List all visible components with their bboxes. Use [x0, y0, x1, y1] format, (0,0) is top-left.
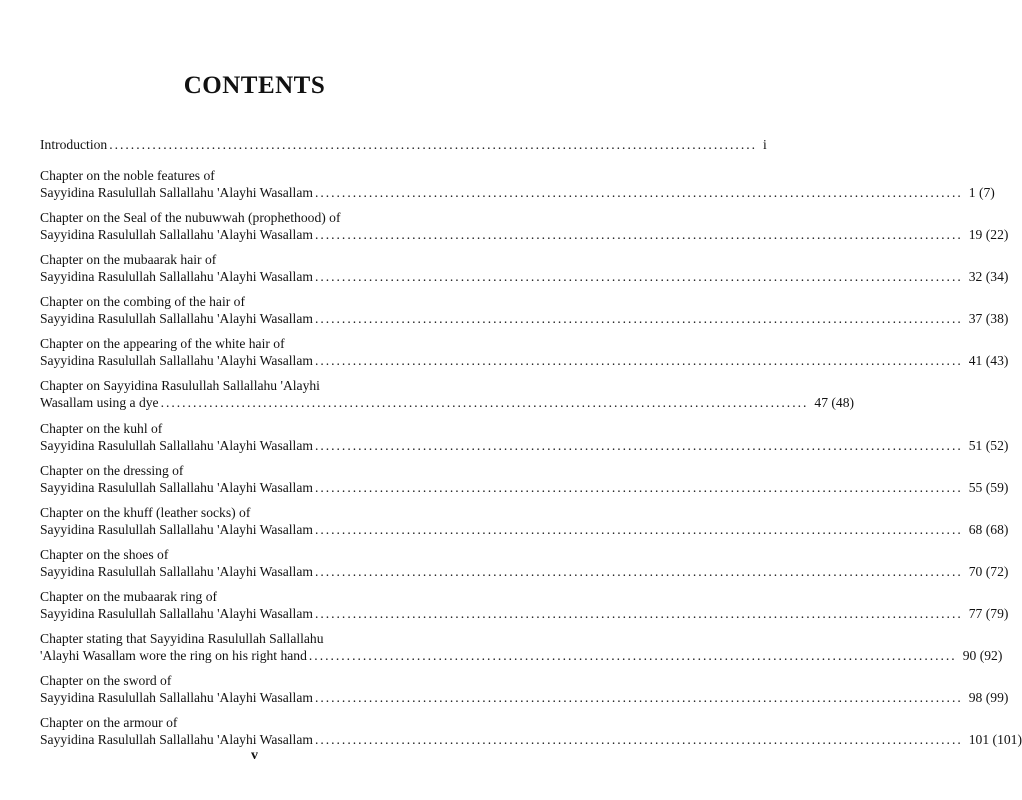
toc-entry-title-line1: Chapter on the sword of — [40, 673, 172, 689]
page-number: v — [251, 748, 258, 763]
toc-entry-title-line2: Sayyidina Rasulullah Sallallahu 'Alayhi Wasallam — [40, 311, 313, 327]
toc-entry[interactable] — [40, 251, 1009, 285]
toc-entry-page: 41 (43) — [968, 353, 1009, 369]
toc-entry[interactable] — [40, 546, 1009, 580]
toc-entry-title-line1: Chapter on Sayyidina Rasulullah Sallallahu 'Alayhi — [40, 378, 320, 394]
toc-entry-title-line2: Sayyidina Rasulullah Sallallahu 'Alayhi Wasallam — [40, 732, 313, 748]
toc-entry-title-line2: Sayyidina Rasulullah Sallallahu 'Alayhi Wasallam — [40, 521, 313, 537]
toc-entry-page: 37 (38) — [968, 311, 1009, 327]
toc-entry-title-line1: Chapter on the mubaarak hair of — [40, 252, 217, 268]
toc-entry-page: 70 (72) — [968, 563, 1009, 579]
table-of-contents — [40, 136, 1022, 756]
toc-entry-page: 1 (7) — [968, 185, 995, 200]
toc-entry[interactable] — [40, 167, 995, 201]
toc-entry-page: 98 (99) — [968, 690, 1009, 706]
toc-entry-introduction[interactable] — [40, 136, 767, 153]
toc-entry-title: Introduction — [40, 137, 108, 152]
toc-entry-title-line2: Sayyidina Rasulullah Sallallahu 'Alayhi Wasallam — [40, 185, 313, 200]
toc-entry-title-line2: Sayyidina Rasulullah Sallallahu 'Alayhi Wasallam — [40, 479, 313, 495]
toc-entry-title-line1: Chapter on the kuhl of — [40, 420, 163, 436]
toc-entry[interactable] — [40, 504, 1009, 538]
toc-entry-title-line1: Chapter on the noble features of — [40, 168, 215, 183]
toc-entry-title-line2: 'Alayhi Wasallam wore the ring on his right hand — [40, 648, 307, 664]
toc-entry-title-line1: Chapter stating that Sayyidina Rasulullah Sallallahu — [40, 631, 324, 647]
dot-leader: ........................................................................................................................ — [314, 479, 963, 495]
toc-entry-page: 101 (101) — [968, 732, 1022, 748]
toc-entry-page: 32 (34) — [968, 269, 1009, 285]
toc-entry[interactable] — [40, 377, 855, 411]
page-title: CONTENTS — [183, 72, 326, 99]
dot-leader: ........................................................................................................................ — [314, 185, 963, 200]
dot-leader: ........................................................................................................................ — [314, 732, 963, 748]
toc-entry-title-line2: Sayyidina Rasulullah Sallallahu 'Alayhi Wasallam — [40, 269, 313, 285]
dot-leader: ........................................................................................................................ — [314, 437, 963, 453]
toc-entry-title-line2: Sayyidina Rasulullah Sallallahu 'Alayhi Wasallam — [40, 353, 313, 369]
toc-entry-title-line1: Chapter on the appearing of the white hair of — [40, 336, 285, 352]
toc-entry-page: i — [763, 137, 767, 152]
toc-entry-title-line2: Sayyidina Rasulullah Sallallahu 'Alayhi Wasallam — [40, 605, 313, 621]
dot-leader: ........................................................................................................................ — [314, 269, 963, 285]
toc-entry-title-line1: Chapter on the Seal of the nubuwwah (prophethood) of — [40, 210, 341, 226]
toc-entry-title-line1: Chapter on the mubaarak ring of — [40, 588, 218, 604]
dot-leader: ........................................................................................................................ — [314, 311, 963, 327]
dot-leader: ........................................................................................................................ — [308, 648, 957, 664]
toc-entry[interactable] — [40, 630, 1003, 664]
toc-entry-page: 47 (48) — [814, 395, 855, 411]
toc-entry-page: 77 (79) — [968, 605, 1009, 621]
dot-leader: ........................................................................................................................ — [314, 690, 963, 706]
toc-entry[interactable] — [40, 714, 1022, 748]
toc-entry-page: 68 (68) — [968, 521, 1009, 537]
toc-entry-page: 51 (52) — [968, 437, 1009, 453]
toc-entry-page: 55 (59) — [968, 479, 1009, 495]
toc-entry-title-line2: Wasallam using a dye — [40, 395, 159, 411]
toc-entry-title-line2: Sayyidina Rasulullah Sallallahu 'Alayhi Wasallam — [40, 690, 313, 706]
toc-entry-title-line2: Sayyidina Rasulullah Sallallahu 'Alayhi Wasallam — [40, 437, 313, 453]
dot-leader: ........................................................................................................................ — [314, 353, 963, 369]
dot-leader: ........................................................................................................................ — [314, 563, 963, 579]
toc-entry-title-line1: Chapter on the khuff (leather socks) of — [40, 504, 251, 520]
dot-leader: ........................................................................................................................ — [109, 137, 758, 152]
dot-leader: ........................................................................................................................ — [314, 605, 963, 621]
toc-entry-title-line1: Chapter on the combing of the hair of — [40, 294, 245, 310]
dot-leader: ........................................................................................................................ — [314, 227, 963, 243]
dot-leader: ........................................................................................................................ — [160, 395, 809, 411]
toc-entry-title-line1: Chapter on the armour of — [40, 715, 178, 731]
toc-entry[interactable] — [40, 672, 1009, 706]
toc-entry[interactable] — [40, 209, 1009, 243]
toc-entry[interactable] — [40, 588, 1009, 622]
toc-entry-title-line1: Chapter on the dressing of — [40, 462, 184, 478]
toc-entry-title-line2: Sayyidina Rasulullah Sallallahu 'Alayhi Wasallam — [40, 227, 313, 243]
toc-entry-page: 90 (92) — [962, 648, 1003, 664]
toc-entry[interactable] — [40, 335, 1009, 369]
toc-entry[interactable] — [40, 420, 1009, 454]
dot-leader: ........................................................................................................................ — [314, 521, 963, 537]
toc-entry[interactable] — [40, 462, 1009, 496]
toc-entry-page: 19 (22) — [968, 227, 1009, 243]
toc-entry[interactable] — [40, 293, 1009, 327]
toc-entry-title-line2: Sayyidina Rasulullah Sallallahu 'Alayhi Wasallam — [40, 563, 313, 579]
toc-entry-title-line1: Chapter on the shoes of — [40, 546, 169, 562]
